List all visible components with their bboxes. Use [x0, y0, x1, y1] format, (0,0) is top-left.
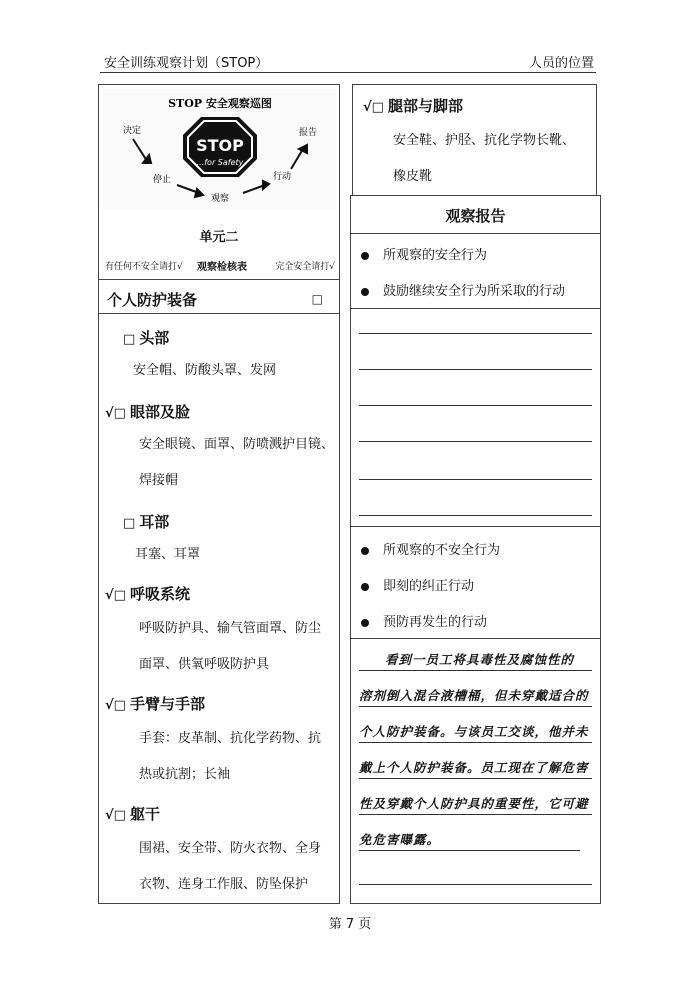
write-line — [359, 778, 592, 779]
ppe-title: 个人防护装备 — [107, 291, 198, 309]
write-line[interactable] — [359, 405, 592, 406]
unsafe-bullet: 即刻的纠正行动 — [361, 575, 474, 594]
header-title: 安全训练观察计划（STOP） — [104, 56, 269, 71]
arms-checkbox[interactable]: √□ — [105, 698, 126, 713]
ppe-checkbox[interactable]: □ — [311, 292, 323, 306]
write-line[interactable] — [359, 333, 592, 334]
torso-desc: 围裙、安全带、防火衣物、全身 衣物、连身工作服、防坠保护 — [139, 841, 322, 892]
logo-title: STOP 安全观察巡图 — [168, 97, 272, 110]
ears-checkbox[interactable]: □ — [123, 516, 136, 531]
handwritten-line: 看到一员工将具毒性及腐蚀性的 — [385, 652, 575, 667]
arms-desc: 手套：皮革制、抗化学药物、抗 热或抗割；长袖 — [139, 731, 322, 782]
head-checkbox[interactable]: □ — [123, 332, 136, 347]
safe-bullet: 所观察的安全行为 — [361, 244, 487, 263]
category-respiratory: √□ 呼吸系统 — [105, 585, 190, 603]
legend-safe: 完全安全请打√ — [275, 262, 335, 272]
write-line[interactable] — [359, 515, 592, 516]
divider — [351, 233, 600, 234]
category-torso: √□ 躯干 — [105, 805, 160, 823]
legend-checklist: 观察检核表 — [197, 262, 247, 273]
unsafe-bullet: 预防再发生的行动 — [361, 611, 487, 630]
handwritten-line: 戴上个人防护装备。员工现在了解危害 — [359, 760, 589, 775]
write-line — [359, 814, 592, 815]
stop-cycle-logo — [103, 89, 337, 209]
write-line[interactable] — [359, 884, 592, 885]
label-observe: 观察 — [211, 194, 230, 204]
legs-checkbox[interactable]: √□ — [363, 100, 384, 115]
divider — [99, 313, 339, 314]
write-line[interactable] — [359, 441, 592, 442]
header-rule — [100, 72, 596, 73]
divider — [351, 308, 600, 309]
category-head: □ 头部 — [123, 329, 170, 347]
handwritten-line: 溶剂倒入混合液槽桶，但未穿戴适合的 — [359, 688, 589, 703]
report-title: 观察报告 — [445, 207, 506, 225]
write-line[interactable] — [359, 369, 592, 370]
header-section: 人员的位置 — [528, 56, 594, 71]
legs-panel — [352, 84, 597, 196]
safe-bullet: 鼓励继续安全行为所采取的行动 — [361, 280, 565, 299]
handwritten-line: 性及穿戴个人防护具的重要性，它可避 — [359, 796, 589, 811]
unsafe-bullet: 所观察的不安全行为 — [361, 539, 500, 558]
report-panel — [350, 195, 601, 904]
divider — [351, 526, 600, 527]
eyes-desc: 安全眼镜、面罩、防喷溅护目镜、 焊接帽 — [139, 437, 335, 488]
label-decide: 决定 — [123, 126, 142, 136]
write-line — [359, 706, 592, 707]
write-line[interactable] — [359, 479, 592, 480]
category-eyes-face: √□ 眼部及脸 — [105, 403, 190, 421]
unit-title: 单元二 — [199, 230, 239, 245]
category-ears: □ 耳部 — [123, 513, 170, 531]
write-line — [359, 670, 592, 671]
page-number: 第 7 页 — [328, 917, 372, 932]
stop-sign-sub: ...for Safety — [196, 158, 244, 167]
stop-sign-text: STOP — [196, 136, 244, 155]
label-stop: 停止 — [153, 175, 172, 185]
label-report: 报告 — [299, 128, 318, 138]
torso-checkbox[interactable]: √□ — [105, 808, 126, 823]
checklist-panel — [98, 84, 340, 904]
ears-desc: 耳塞、耳罩 — [135, 547, 201, 562]
divider — [99, 279, 339, 280]
respiratory-checkbox[interactable]: √□ — [105, 588, 126, 603]
handwritten-line: 免危害曝露。 — [359, 832, 441, 847]
divider — [351, 638, 600, 639]
label-act: 行动 — [273, 172, 292, 182]
eyes-checkbox[interactable]: √□ — [105, 406, 126, 421]
handwritten-line: 个人防护装备。与该员工交谈，他并未 — [359, 724, 589, 739]
respiratory-desc: 呼吸防护具、输气管面罩、防尘 面罩、供氧呼吸防护具 — [139, 621, 322, 672]
write-line — [359, 742, 592, 743]
category-legs-feet: √□ 腿部与脚部 — [363, 97, 463, 115]
legs-desc: 安全鞋、护胫、抗化学物长靴、 橡皮靴 — [393, 133, 576, 184]
write-line — [359, 850, 580, 851]
head-desc: 安全帽、防酸头罩、发网 — [133, 363, 277, 378]
legend-unsafe: 有任何不安全请打√ — [105, 262, 183, 272]
category-arms-hands: √□ 手臂与手部 — [105, 695, 205, 713]
